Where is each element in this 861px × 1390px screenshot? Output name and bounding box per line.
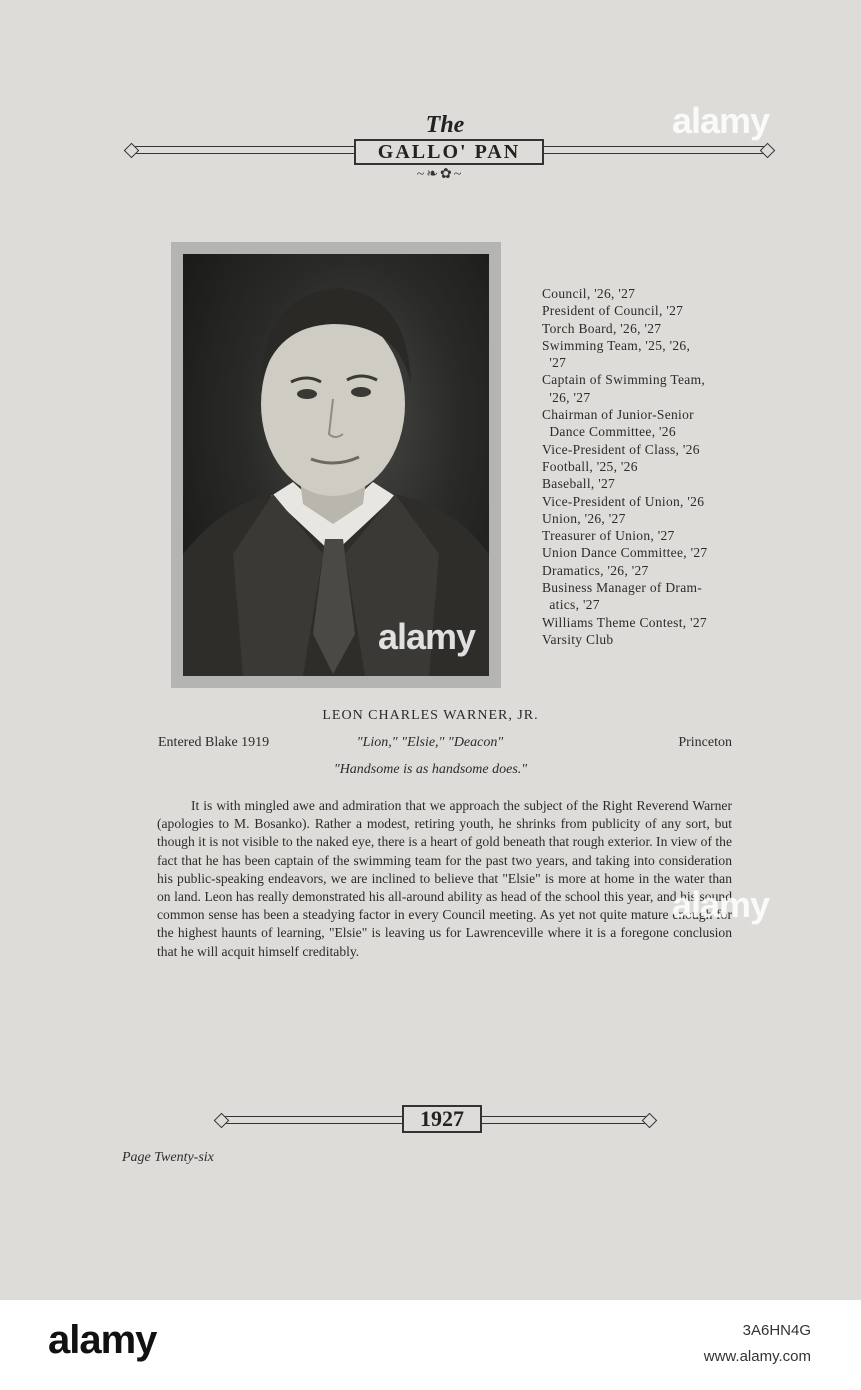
college-destination: Princeton [678,735,732,750]
header-rule-left [132,146,356,154]
activity-item: Treasurer of Union, '27 [542,528,675,544]
activity-item: Union Dance Committee, '27 [542,545,708,561]
page-number: Page Twenty-six [122,1150,214,1165]
activity-item: Vice-President of Class, '26 [542,441,700,457]
activity-item: President of Council, '27 [542,303,684,319]
watermark-logo: alamy [672,884,770,925]
activity-item: Varsity Club [542,631,614,647]
portrait-photo [183,254,489,676]
activity-item: '27 [542,355,567,371]
watermark-logo: alamy [378,616,476,657]
activity-item: Union, '26, '27 [542,510,626,526]
activity-item: Chairman of Junior-Senior [542,407,694,423]
student-name: LEON CHARLES WARNER, JR. [322,708,539,723]
year-banner: 1927 [402,1105,482,1133]
watermark-logo: alamy [672,100,770,141]
entered-year: Entered Blake 1919 [158,735,270,750]
activity-item: '26, '27 [542,389,591,405]
student-motto: "Handsome is as handsome does." [333,762,528,777]
activity-item: Vice-President of Union, '26 [542,493,705,509]
activity-item: Business Manager of Dram- [542,580,703,596]
footer-rule-left [222,1116,404,1124]
header-the: The [425,112,465,138]
activity-item: Baseball, '27 [542,476,616,492]
activity-item: atics, '27 [542,597,600,613]
header-flourish-icon: ~❧✿~ [416,167,464,182]
activity-item: Captain of Swimming Team, [542,372,706,388]
activity-item: Football, '25, '26 [542,458,638,474]
header-rule-right [542,146,768,154]
stock-image-id: 3A6HN4G [742,1322,811,1339]
header-title: GALLO' PAN [354,139,544,165]
stock-url-link[interactable]: www.alamy.com [703,1348,811,1365]
activity-item: Council, '26, '27 [542,286,636,301]
activity-item: Williams Theme Contest, '27 [542,614,707,630]
activities-list [542,285,742,648]
biography-paragraph: It is with mingled awe and admiration that we approach the subject of the Right Reverend Warner (apologies to M. Bosanko). Rather a modest, retiring youth, he shrinks from publicity of any sort, but though it is not visible to the naked eye, there is a heart of gold beneath that rough exterior. In view of the fact that he has been captain of the swimming team for the past two years, and taking into consideration his public-speaking endeavors, we are inclined to believe that "Elsie" is more at home in the water than on land. Leon has really demonstrated his all-around ability as head of the school this year, and his sound common sense has been a steadying factor in every Council meeting. As yet not quite mature enough for the highest haunts of learning, "Elsie" is leaving us for Lawrenceville where it is a foregone conclusion that he will acquit himself creditably. [157,798,732,959]
activity-item: Dance Committee, '26 [542,424,676,440]
activity-item: Dramatics, '26, '27 [542,562,649,578]
footer-rule-right [480,1116,650,1124]
activity-item: Swimming Team, '25, '26, [542,337,691,353]
student-nicknames: "Lion," "Elsie," "Deacon" [356,735,504,750]
stock-logo[interactable]: alamy [48,1318,157,1362]
activity-item: Torch Board, '26, '27 [542,320,662,336]
